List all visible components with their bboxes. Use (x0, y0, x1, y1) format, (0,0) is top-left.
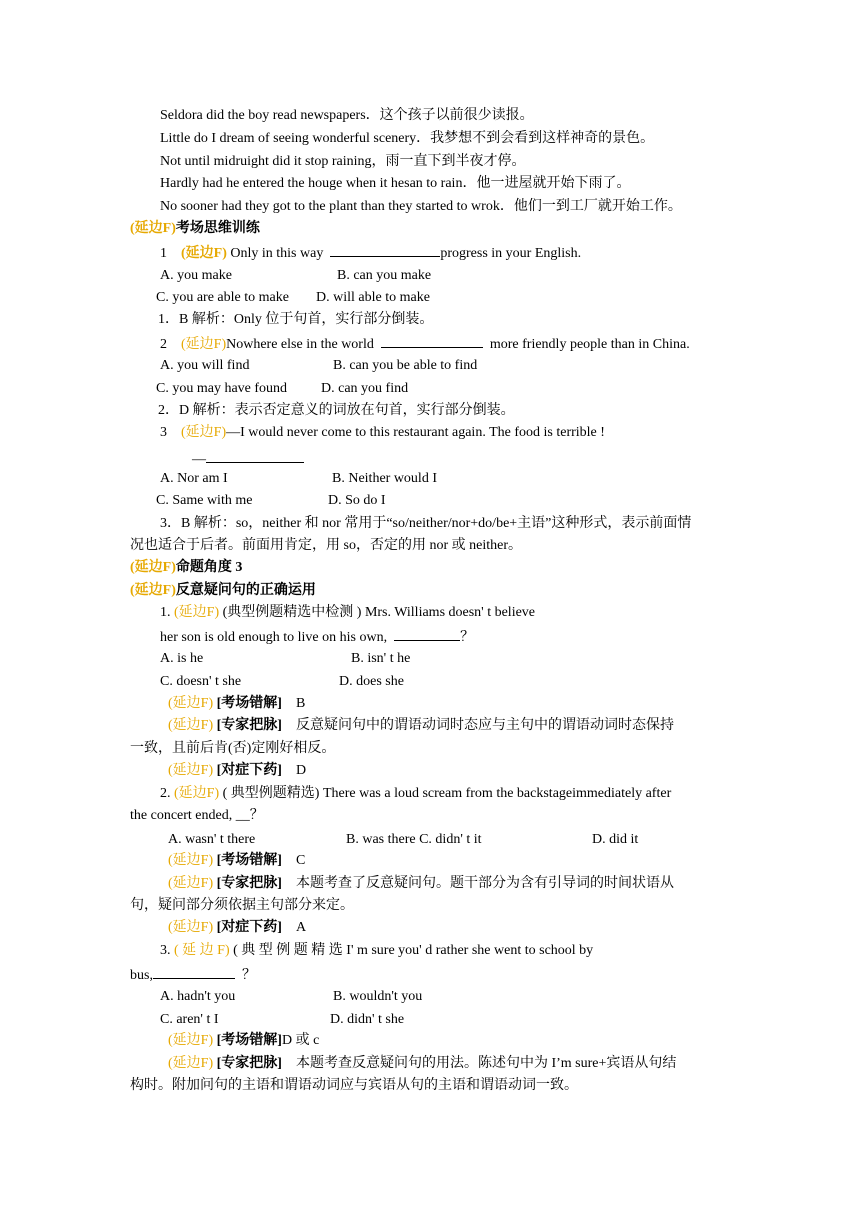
option: C. Same with me (156, 493, 253, 508)
question-line: her son is old enough to live on his own, ？ (160, 626, 474, 648)
option: A. wasn' t there (168, 832, 256, 847)
answer-explanation: 3．B 解析：so，neither 和 nor 常用于“so/neither/nor+do/be+主语”这种形式，表示前面情 (160, 516, 692, 531)
expert-analysis: 构时。附加问句的主语和谓语动词应与宾语从句的主语和谓语动词一致。 (130, 1078, 578, 1093)
option: C. you are able to make (156, 290, 289, 305)
option: C. doesn' t she (160, 674, 242, 689)
wrong-answer: (延边F) [考场错解]D 或 c (168, 1033, 320, 1048)
answer-explanation: 况也适合于后者。前面用肯定，用 so，否定的用 nor 或 neither。 (130, 538, 522, 553)
wrong-answer: (延边F) [考场错解] C (168, 853, 306, 868)
section-heading: (延边F)考场思维训练 (130, 221, 260, 236)
correct-answer: (延边F) [对症下药] D (168, 763, 307, 778)
question-2: 2 (延边F)Nowhere else in the world more friendly people than in China. (160, 333, 690, 355)
option: A. hadn't you (160, 989, 236, 1004)
answer-blank (153, 964, 235, 979)
answer-explanation: 2．D 解析：表示否定意义的词放在句首，实行部分倒装。 (158, 403, 515, 418)
option: D. can you find (321, 381, 409, 396)
intro-line: Seldora did the boy read newspapers．这个孩子以前很少读报。 (160, 108, 534, 123)
option: B. can you make (337, 268, 432, 283)
option: B. isn' t he (351, 651, 411, 666)
section-angle: (延边F)命题角度 3 (130, 560, 243, 575)
option: D. did it (592, 832, 639, 847)
option: D. didn' t she (330, 1012, 405, 1027)
option: A. Nor am I (160, 471, 228, 486)
answer-blank (330, 242, 440, 257)
wrong-answer: (延边F) [考场错解] B (168, 696, 306, 711)
question-1: 1 (延边F) Only in this way progress in your English. (160, 242, 581, 264)
intro-line: No sooner had they got to the plant than they started to wrok．他们一到工厂就开始工作。 (160, 199, 682, 214)
option: B. wouldn't you (333, 989, 423, 1004)
question-1: 1. (延边F) (典型例题精选中检测 ) Mrs. Williams doesn' t believe (160, 605, 536, 620)
option: D. will able to make (316, 290, 430, 305)
intro-line: Hardly had he entered the houge when it hesan to rain．他一进屋就开始下雨了。 (160, 176, 631, 191)
expert-analysis: (延边F) [专家把脉] 本题考查反意疑问句的用法。陈述句中为 I’m sure+宾语从句结 (168, 1056, 677, 1071)
intro-line: Not until midruight did it stop raining，雨一直下到半夜才停。 (160, 154, 526, 169)
correct-answer: (延边F) [对症下药] A (168, 920, 307, 935)
option: A. is he (160, 651, 204, 666)
option: A. you make (160, 268, 232, 283)
question-3: 3 (延边F)—I would never come to this restaurant again. The food is terrible ! (160, 425, 605, 440)
expert-analysis: 一致，且前后肯(否)定刚好相反。 (130, 741, 336, 756)
intro-line: Little do I dream of seeing wonderful scenery．我梦想不到会看到这样神奇的景色。 (160, 131, 655, 146)
answer-explanation: 1．B 解析：Only 位于句首，实行部分倒装。 (158, 312, 434, 327)
answer-blank: — (192, 448, 304, 470)
option: B. can you be able to find (333, 358, 478, 373)
question-line: the concert ended, __？ (130, 808, 264, 823)
section-heading: (延边F)反意疑问句的正确运用 (130, 583, 316, 598)
question-2: 2. (延边F) ( 典型例题精选) There was a loud scream from the backstageimmediately after (160, 786, 672, 801)
expert-analysis: (延边F) [专家把脉] 反意疑问句中的谓语动词时态应与主句中的谓语动词时态保持 (168, 718, 674, 733)
option: C. you may have found (156, 381, 288, 396)
answer-blank (381, 333, 483, 348)
option: C. aren' t I (160, 1012, 219, 1027)
expert-analysis: (延边F) [专家把脉] 本题考查了反意疑问句。题干部分为含有引导词的时间状语从 (168, 876, 674, 891)
option: D. So do I (328, 493, 386, 508)
answer-blank (394, 626, 460, 641)
option: D. does she (339, 674, 404, 689)
option: B. Neither would I (332, 471, 437, 486)
option: A. you will find (160, 358, 250, 373)
expert-analysis: 句，疑问部分须依据主句部分来定。 (130, 898, 354, 913)
question-3: 3. ( 延 边 F) ( 典 型 例 题 精 选 I' m sure you' d rather she went to school by (160, 943, 594, 958)
question-line: bus, ？ (130, 964, 256, 986)
option: B. was there C. didn' t it (346, 832, 482, 847)
